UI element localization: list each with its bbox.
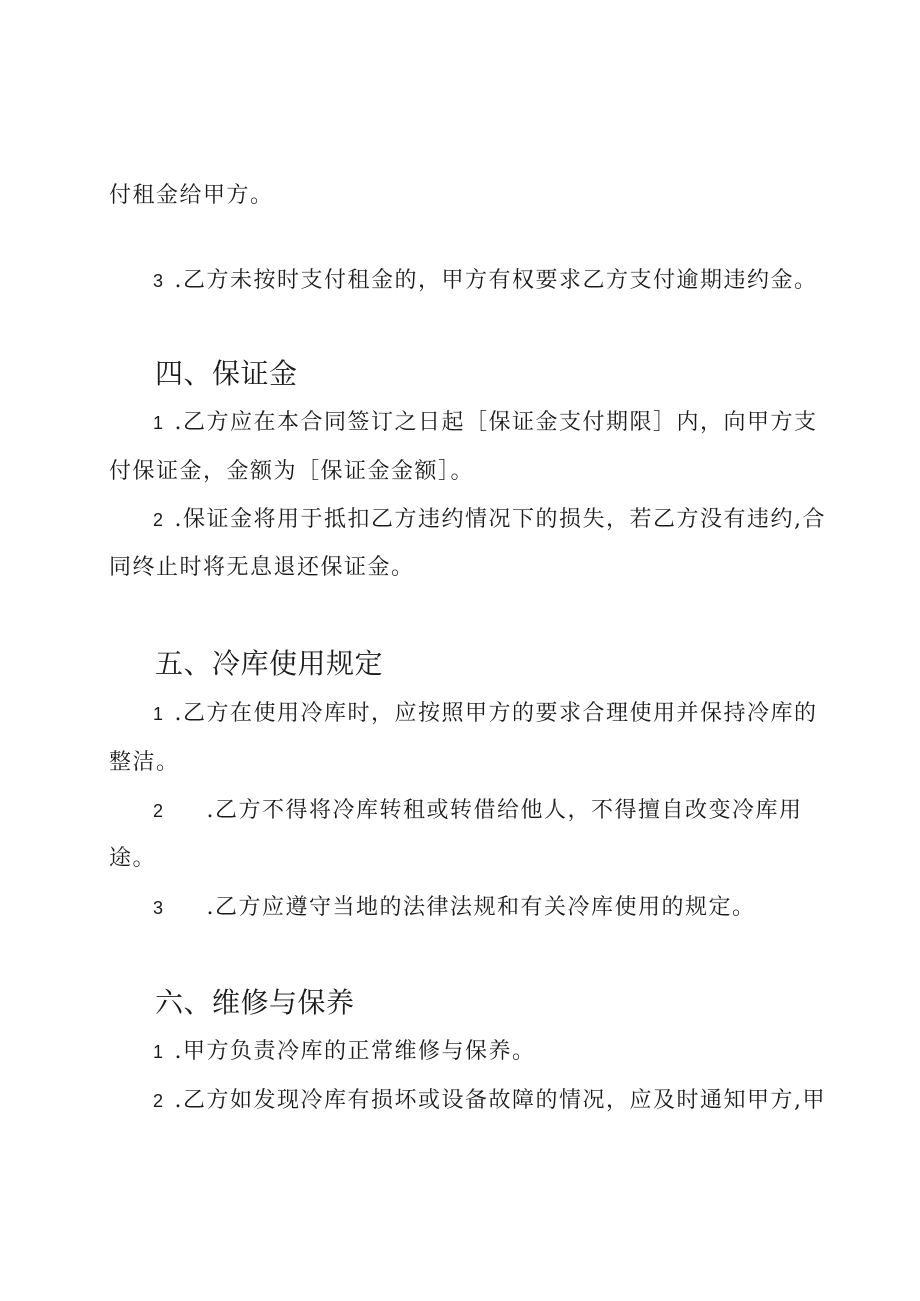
- section-heading: 五、冷库使用规定: [155, 647, 384, 680]
- item-number: 2: [153, 1091, 165, 1111]
- section-heading: 六、维修与保养: [155, 986, 355, 1019]
- list-item: [153, 1037, 536, 1067]
- list-item: [153, 266, 818, 296]
- paragraph-line: 付保证金，金额为［保证金金额］。: [109, 459, 475, 484]
- list-item: [153, 699, 818, 729]
- item-number: 2: [153, 510, 165, 530]
- paragraph-line: [109, 181, 274, 211]
- item-number: 1: [153, 1042, 165, 1062]
- item-text: .乙方未按时支付租金的，甲方有权要求乙方支付逾期违约金。: [174, 268, 818, 293]
- paragraph-text: 付租金给甲方。: [109, 183, 274, 208]
- list-item: [153, 1086, 826, 1116]
- item-number: 3: [153, 271, 165, 291]
- item-text: .乙方在使用冷库时，应按照甲方的要求合理使用并保持冷库的: [174, 701, 818, 726]
- paragraph-line: 整洁。: [109, 750, 180, 775]
- list-item: [153, 408, 818, 438]
- list-item: [153, 893, 756, 923]
- item-text: .保证金将用于抵扣乙方违约情况下的损失，若乙方没有违约,合: [174, 507, 827, 532]
- item-text: .乙方不得将冷库转租或转借给他人，不得擅自改变冷库用: [206, 798, 803, 823]
- paragraph-line: 途。: [109, 846, 157, 871]
- paragraph-line: 同终止时将无息退还保证金。: [109, 555, 415, 580]
- item-text: .甲方负责冷库的正常维修与保养。: [174, 1039, 536, 1064]
- list-item: [153, 796, 803, 826]
- item-text: .乙方应遵守当地的法律法规和有关冷库使用的规定。: [206, 895, 756, 920]
- item-number: 3: [153, 898, 165, 918]
- list-item: [153, 505, 826, 535]
- section-heading: 四、保证金: [155, 357, 298, 390]
- item-number: 1: [153, 413, 165, 433]
- item-text: .乙方如发现冷库有损坏或设备故障的情况，应及时通知甲方,甲: [174, 1088, 827, 1113]
- item-number: 1: [153, 704, 165, 724]
- item-number: 2: [153, 801, 165, 821]
- item-text: .乙方应在本合同签订之日起［保证金支付期限］内，向甲方支: [174, 410, 818, 435]
